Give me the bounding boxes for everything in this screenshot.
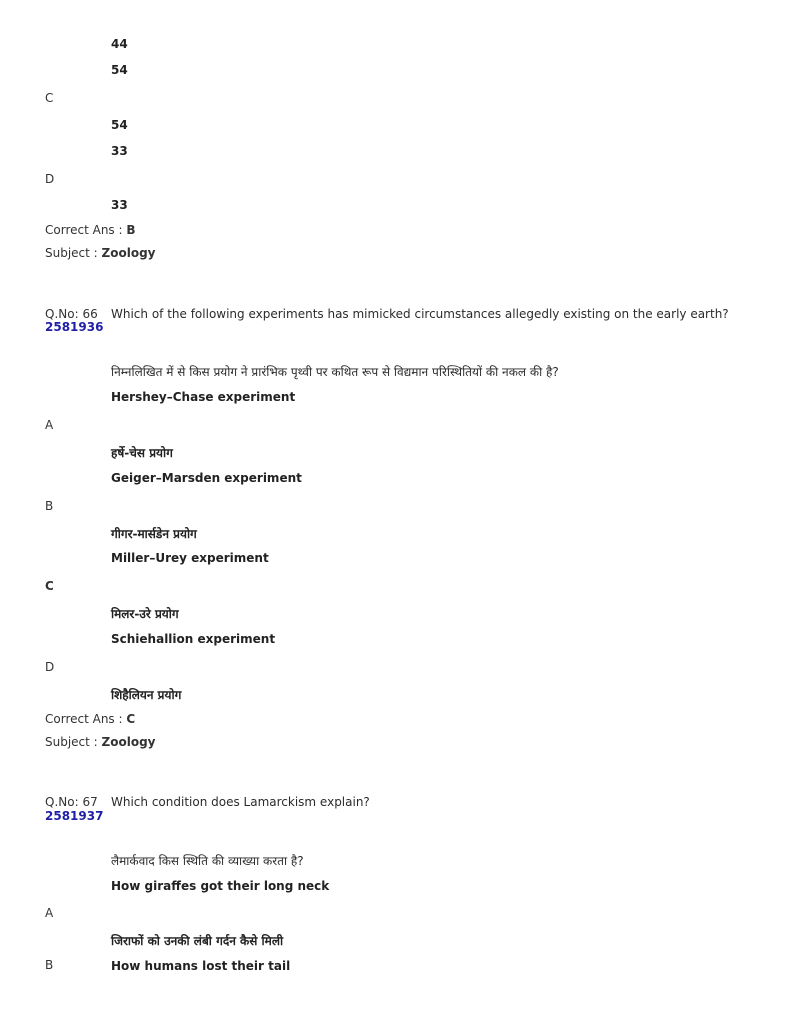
option-d-english: Schiehallion experiment: [111, 632, 276, 646]
option-letter-d: D: [45, 660, 55, 674]
option-letter-b: B: [45, 958, 54, 972]
subject-value: Zoology: [101, 246, 156, 260]
option-a-english: Hershey–Chase experiment: [111, 390, 296, 404]
question-text-hindi: निम्नलिखित में से किस प्रयोग ने प्रारंभिक पृथ्वी पर कथित रूप से विद्यमान परिस्थितियों की नकल की है?: [111, 365, 559, 379]
option-letter-c: C: [45, 579, 54, 593]
option-b-english: 44: [111, 37, 128, 51]
option-letter-d: D: [45, 172, 55, 186]
subject-label: Subject :: [45, 246, 98, 260]
option-b-english: How humans lost their tail: [111, 959, 291, 973]
question-number-value: 66: [82, 307, 98, 321]
option-a-english: How giraffes got their long neck: [111, 879, 330, 893]
question-number: [45, 795, 98, 809]
option-c-english: Miller–Urey experiment: [111, 551, 269, 565]
option-b-hindi: गीगर-मार्सडेन प्रयोग: [111, 527, 197, 541]
subject-value: Zoology: [101, 735, 156, 749]
question-text-english: Which condition does Lamarckism explain?: [111, 795, 370, 809]
option-d-hindi: शिहैलियन प्रयोग: [111, 688, 182, 702]
question-number: [45, 307, 98, 321]
option-b-hindi: 54: [111, 63, 128, 77]
correct-answer-value: C: [126, 712, 136, 726]
option-a-hindi: जिराफों को उनकी लंबी गर्दन कैसे मिली: [111, 934, 284, 948]
option-letter-c: C: [45, 91, 54, 105]
correct-answer-label: Correct Ans :: [45, 223, 123, 237]
option-a-hindi: हर्षे-चेस प्रयोग: [111, 446, 173, 460]
subject-label: Subject :: [45, 735, 98, 749]
option-d-english: 33: [111, 198, 128, 212]
option-c-hindi: मिलर-उरे प्रयोग: [111, 607, 179, 621]
question-number-label: Q.No:: [45, 795, 79, 809]
subject-row: [45, 246, 156, 260]
option-letter-b: B: [45, 499, 54, 513]
question-text-hindi: लैमार्कवाद किस स्थिति की व्याख्या करता है?: [111, 854, 304, 868]
option-b-english: Geiger–Marsden experiment: [111, 471, 302, 485]
correct-answer-row: [45, 712, 135, 726]
correct-answer-label: Correct Ans :: [45, 712, 123, 726]
question-number-label: Q.No:: [45, 307, 79, 321]
subject-row: [45, 735, 156, 749]
option-letter-a: A: [45, 906, 54, 920]
question-number-value: 67: [82, 795, 98, 809]
option-c-hindi: 33: [111, 144, 128, 158]
correct-answer-row: [45, 223, 136, 237]
option-letter-a: A: [45, 418, 54, 432]
question-id: 2581936: [45, 320, 104, 334]
question-id: 2581937: [45, 809, 104, 823]
correct-answer-value: B: [126, 223, 136, 237]
option-c-english: 54: [111, 118, 128, 132]
question-text-english: Which of the following experiments has mimicked circumstances allegedly existing on the early earth?: [111, 307, 729, 321]
